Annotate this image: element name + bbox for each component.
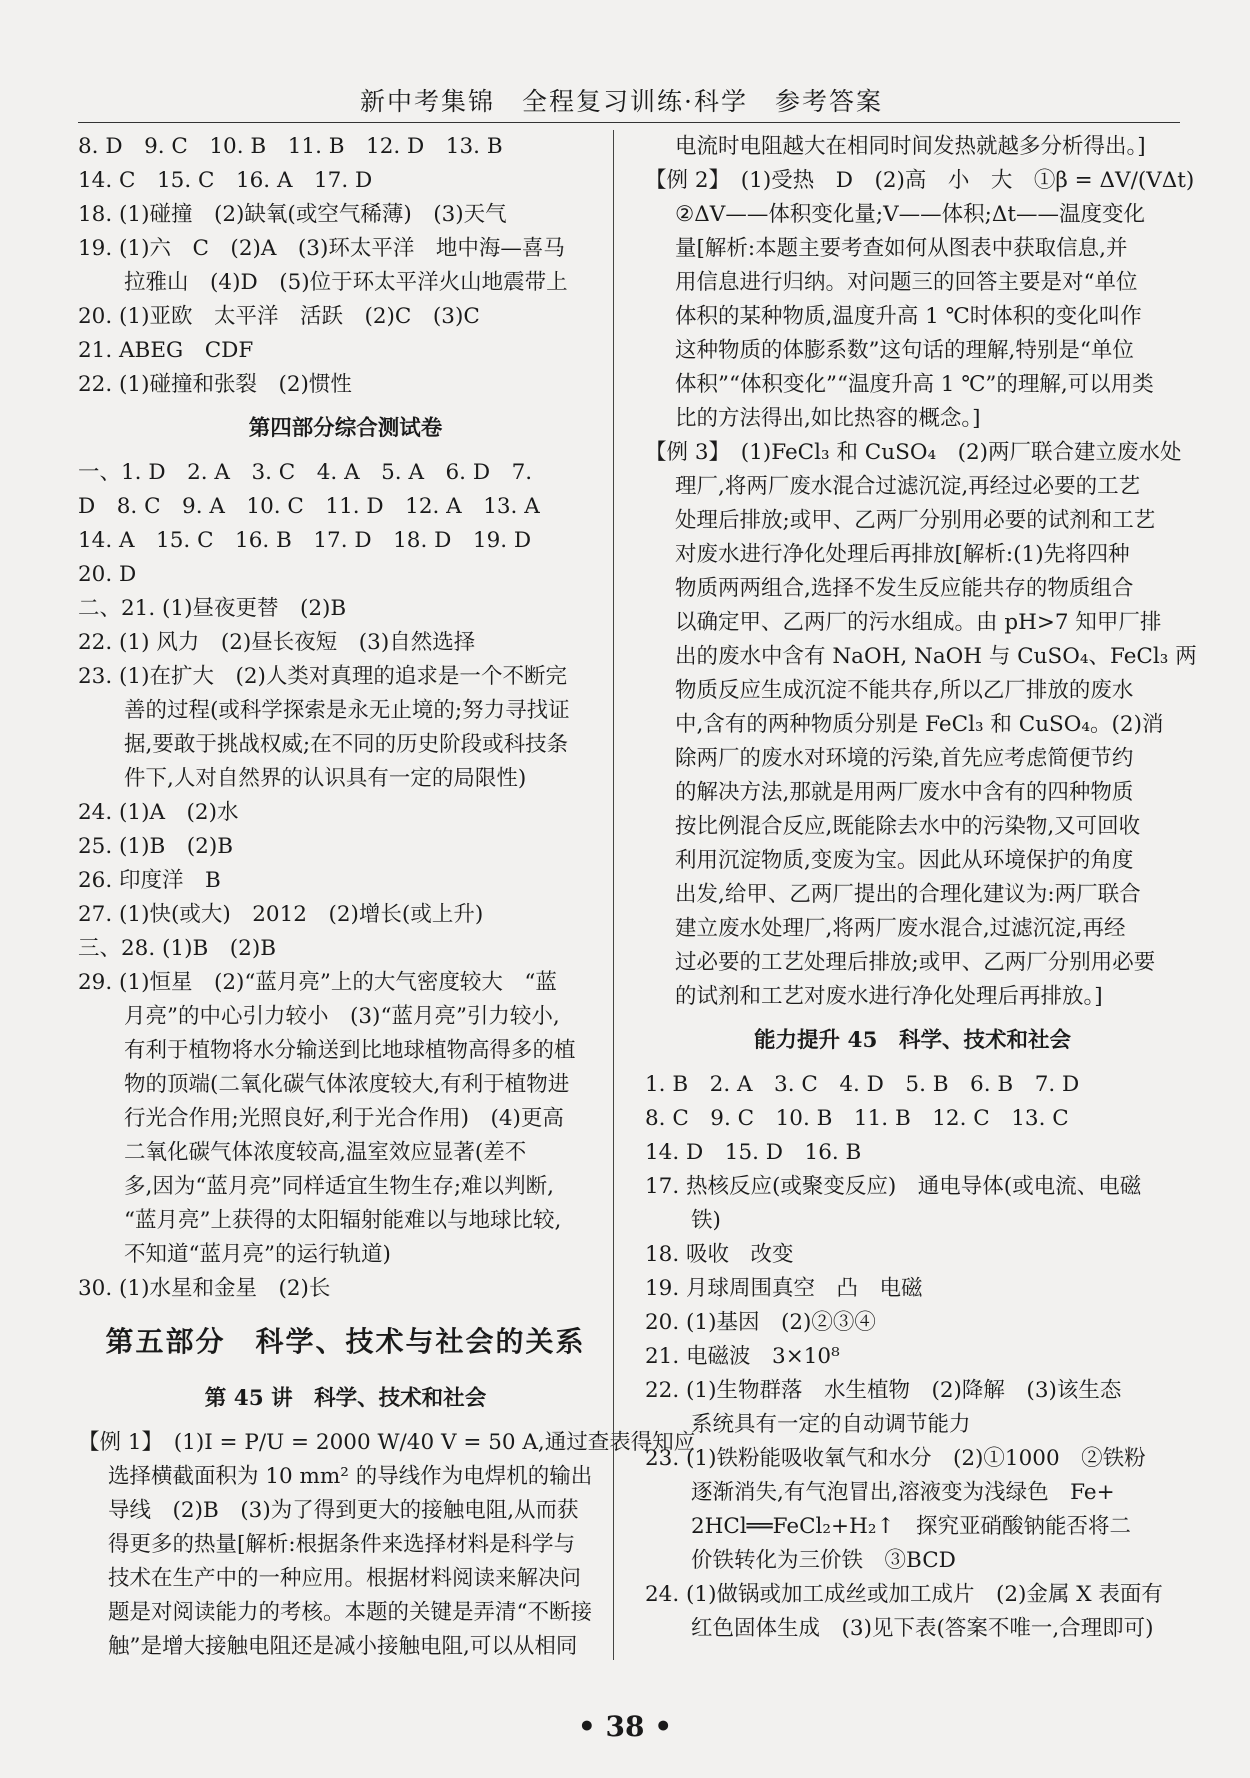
- right-line: 体积”“体积变化”“温度升高 1 ℃”的理解,可以用类: [675, 372, 1154, 397]
- column-divider: [613, 130, 614, 1660]
- right-line: 21. 电磁波 3×10⁸: [645, 1344, 840, 1369]
- right-line: 量[解析:本题主要考查如何从图表中获取信息,并: [675, 236, 1128, 261]
- right-line: 8. C 9. C 10. B 11. B 12. C 13. C: [645, 1106, 1069, 1131]
- right-line: 铁): [691, 1208, 721, 1233]
- right-line: 理厂,将两厂废水混合过滤沉淀,再经过必要的工艺: [675, 474, 1141, 499]
- right-line: 能力提升 45 科学、技术和社会: [754, 1028, 1071, 1053]
- right-line: 19. 月球周围真空 凸 电磁: [645, 1276, 923, 1301]
- right-line: 22. (1)生物群落 水生植物 (2)降解 (3)该生态: [645, 1378, 1122, 1403]
- left-line: 技术在生产中的一种应用。根据材料阅读来解决问: [108, 1566, 582, 1591]
- right-line: 23. (1)铁粉能吸收氧气和水分 (2)①1000 ②铁粉: [645, 1446, 1146, 1471]
- right-line: 体积的某种物质,温度升高 1 ℃时体积的变化叫作: [675, 304, 1142, 329]
- left-line: 19. (1)六 C (2)A (3)环太平洋 地中海—喜马: [78, 236, 565, 261]
- left-line: 月亮”的中心引力较小 (3)“蓝月亮”引力较小,: [124, 1004, 560, 1029]
- right-line: 1. B 2. A 3. C 4. D 5. B 6. B 7. D: [645, 1072, 1080, 1097]
- left-line: 【例 1】 (1)I = P/U = 2000 W/40 V = 50 A,通过查表得知应: [78, 1430, 696, 1455]
- right-line: 【例 2】 (1)受热 D (2)高 小 大 ①β = ΔV/(VΔt): [645, 168, 1195, 193]
- left-line: 27. (1)快(或大) 2012 (2)增长(或上升): [78, 902, 484, 927]
- right-line: 24. (1)做锅或加工成丝或加工成片 (2)金属 X 表面有: [645, 1582, 1163, 1607]
- right-line: 红色固体生成 (3)见下表(答案不唯一,合理即可): [691, 1616, 1154, 1641]
- left-line: 善的过程(或科学探索是永无止境的;努力寻找证: [124, 698, 570, 723]
- left-line: 据,要敢于挑战权威;在不同的历史阶段或科技条: [124, 732, 569, 757]
- right-line: 【例 3】 (1)FeCl₃ 和 CuSO₄ (2)两厂联合建立废水处: [645, 440, 1182, 465]
- left-line: 30. (1)水星和金星 (2)长: [78, 1276, 331, 1301]
- right-line: 价铁转化为三价铁 ③BCD: [691, 1548, 956, 1573]
- left-line: 行光合作用;光照良好,利于光合作用) (4)更高: [124, 1106, 564, 1131]
- header-rule: [78, 122, 1180, 123]
- left-line: 26. 印度洋 B: [78, 868, 221, 893]
- right-line: 的试剂和工艺对废水进行净化处理后再排放。]: [675, 984, 1103, 1009]
- left-line: 25. (1)B (2)B: [78, 834, 234, 859]
- left-line: 选择横截面积为 10 mm² 的导线作为电焊机的输出: [108, 1464, 593, 1489]
- left-line: D 8. C 9. A 10. C 11. D 12. A 13. A: [78, 494, 540, 519]
- left-column: [78, 130, 696, 1664]
- right-line: 电流时电阻越大在相同时间发热就越多分析得出。]: [675, 134, 1146, 159]
- right-line: 中,含有的两种物质分别是 FeCl₃ 和 CuSO₄。(2)消: [675, 712, 1164, 737]
- left-line: 第四部分综合测试卷: [248, 416, 443, 441]
- right-column: [645, 130, 1197, 1646]
- right-line: 处理后排放;或甲、乙两厂分别用必要的试剂和工艺: [675, 508, 1156, 533]
- right-line: 20. (1)基因 (2)②③④: [645, 1310, 876, 1335]
- left-line: 18. (1)碰撞 (2)缺氧(或空气稀薄) (3)天气: [78, 202, 507, 227]
- left-line: 29. (1)恒星 (2)“蓝月亮”上的大气密度较大 “蓝: [78, 970, 557, 995]
- right-line: 出发,给甲、乙两厂提出的合理化建议为:两厂联合: [675, 882, 1141, 907]
- left-line: 21. ABEG CDF: [78, 338, 254, 363]
- left-line: 第五部分 科学、技术与社会的关系: [105, 1325, 586, 1358]
- left-line: 一、1. D 2. A 3. C 4. A 5. A 6. D 7.: [78, 460, 533, 485]
- left-line: 有利于植物将水分输送到比地球植物高得多的植: [124, 1038, 576, 1063]
- right-line: 以确定甲、乙两厂的污水组成。由 pH>7 知甲厂排: [675, 610, 1162, 635]
- left-line: 14. A 15. C 16. B 17. D 18. D 19. D: [78, 528, 532, 553]
- left-line: 物的顶端(二氧化碳气体浓度较大,有利于植物进: [124, 1072, 570, 1097]
- left-line: 得更多的热量[解析:根据条件来选择材料是科学与: [108, 1532, 576, 1557]
- left-line: 多,因为“蓝月亮”同样适宜生物生存;难以判断,: [124, 1174, 554, 1199]
- left-line: 23. (1)在扩大 (2)人类对真理的追求是一个不断完: [78, 664, 567, 689]
- left-line: 24. (1)A (2)水: [78, 800, 239, 825]
- right-line: 比的方法得出,如比热容的概念。]: [675, 406, 981, 431]
- right-line: 这种物质的体膨系数”这句话的理解,特别是“单位: [675, 338, 1134, 363]
- right-line: 除两厂的废水对环境的污染,首先应考虑简便节约: [675, 746, 1134, 771]
- right-line: ②ΔV——体积变化量;V——体积;Δt——温度变化: [675, 202, 1146, 227]
- left-line: 不知道“蓝月亮”的运行轨道): [124, 1242, 391, 1267]
- left-line: 题是对阅读能力的考核。本题的关键是弄清“不断接: [108, 1600, 592, 1625]
- right-line: 物质反应生成沉淀不能共存,所以乙厂排放的废水: [675, 678, 1134, 703]
- right-line: 的解决方法,那就是用两厂废水中含有的四种物质: [675, 780, 1134, 805]
- left-line: “蓝月亮”上获得的太阳辐射能难以与地球比较,: [124, 1208, 562, 1233]
- right-line: 对废水进行净化处理后再排放[解析:(1)先将四种: [675, 542, 1130, 567]
- left-line: 20. (1)亚欧 太平洋 活跃 (2)C (3)C: [78, 304, 480, 329]
- left-line: 22. (1)碰撞和张裂 (2)惯性: [78, 372, 352, 397]
- right-line: 用信息进行归纳。对问题三的回答主要是对“单位: [675, 270, 1138, 295]
- right-line: 按比例混合反应,既能除去水中的污染物,又可回收: [675, 814, 1141, 839]
- left-line: 22. (1) 风力 (2)昼长夜短 (3)自然选择: [78, 630, 476, 655]
- left-line: 二、21. (1)昼夜更替 (2)B: [78, 596, 347, 621]
- right-line: 系统具有一定的自动调节能力: [691, 1412, 971, 1437]
- left-line: 导线 (2)B (3)为了得到更大的接触电阻,从而获: [108, 1498, 579, 1523]
- right-line: 过必要的工艺处理后排放;或甲、乙两厂分别用必要: [675, 950, 1156, 975]
- left-line: 20. D: [78, 562, 137, 587]
- right-line: 物质两两组合,选择不发生反应能共存的物质组合: [675, 576, 1134, 601]
- right-line: 逐渐消失,有气泡冒出,溶液变为浅绿色 Fe+: [691, 1480, 1115, 1505]
- right-line: 出的废水中含有 NaOH, NaOH 与 CuSO₄、FeCl₃ 两: [675, 644, 1197, 669]
- left-line: 14. C 15. C 16. A 17. D: [78, 168, 373, 193]
- right-line: 18. 吸收 改变: [645, 1242, 794, 1267]
- right-line: 2HCl══FeCl₂+H₂↑ 探究亚硝酸钠能否将二: [691, 1514, 1131, 1539]
- right-line: 14. D 15. D 16. B: [645, 1140, 862, 1165]
- left-line: 件下,人对自然界的认识具有一定的局限性): [124, 766, 527, 791]
- left-line: 第 45 讲 科学、技术和社会: [204, 1386, 487, 1411]
- left-line: 8. D 9. C 10. B 11. B 12. D 13. B: [78, 134, 503, 159]
- left-line: 拉雅山 (4)D (5)位于环太平洋火山地震带上: [124, 270, 568, 295]
- left-line: 三、28. (1)B (2)B: [78, 936, 277, 961]
- right-line: 建立废水处理厂,将两厂废水混合,过滤沉淀,再经: [675, 916, 1126, 941]
- right-line: 利用沉淀物质,变废为宝。因此从环境保护的角度: [675, 848, 1134, 873]
- page-header: 新中考集锦 全程复习训练·科学 参考答案: [360, 87, 883, 116]
- left-line: 触”是增大接触电阻还是减小接触电阻,可以从相同: [108, 1634, 578, 1659]
- page-number: • 38 •: [577, 1710, 673, 1743]
- left-line: 二氧化碳气体浓度较高,温室效应显著(差不: [124, 1140, 527, 1165]
- right-line: 17. 热核反应(或聚变反应) 通电导体(或电流、电磁: [645, 1174, 1142, 1199]
